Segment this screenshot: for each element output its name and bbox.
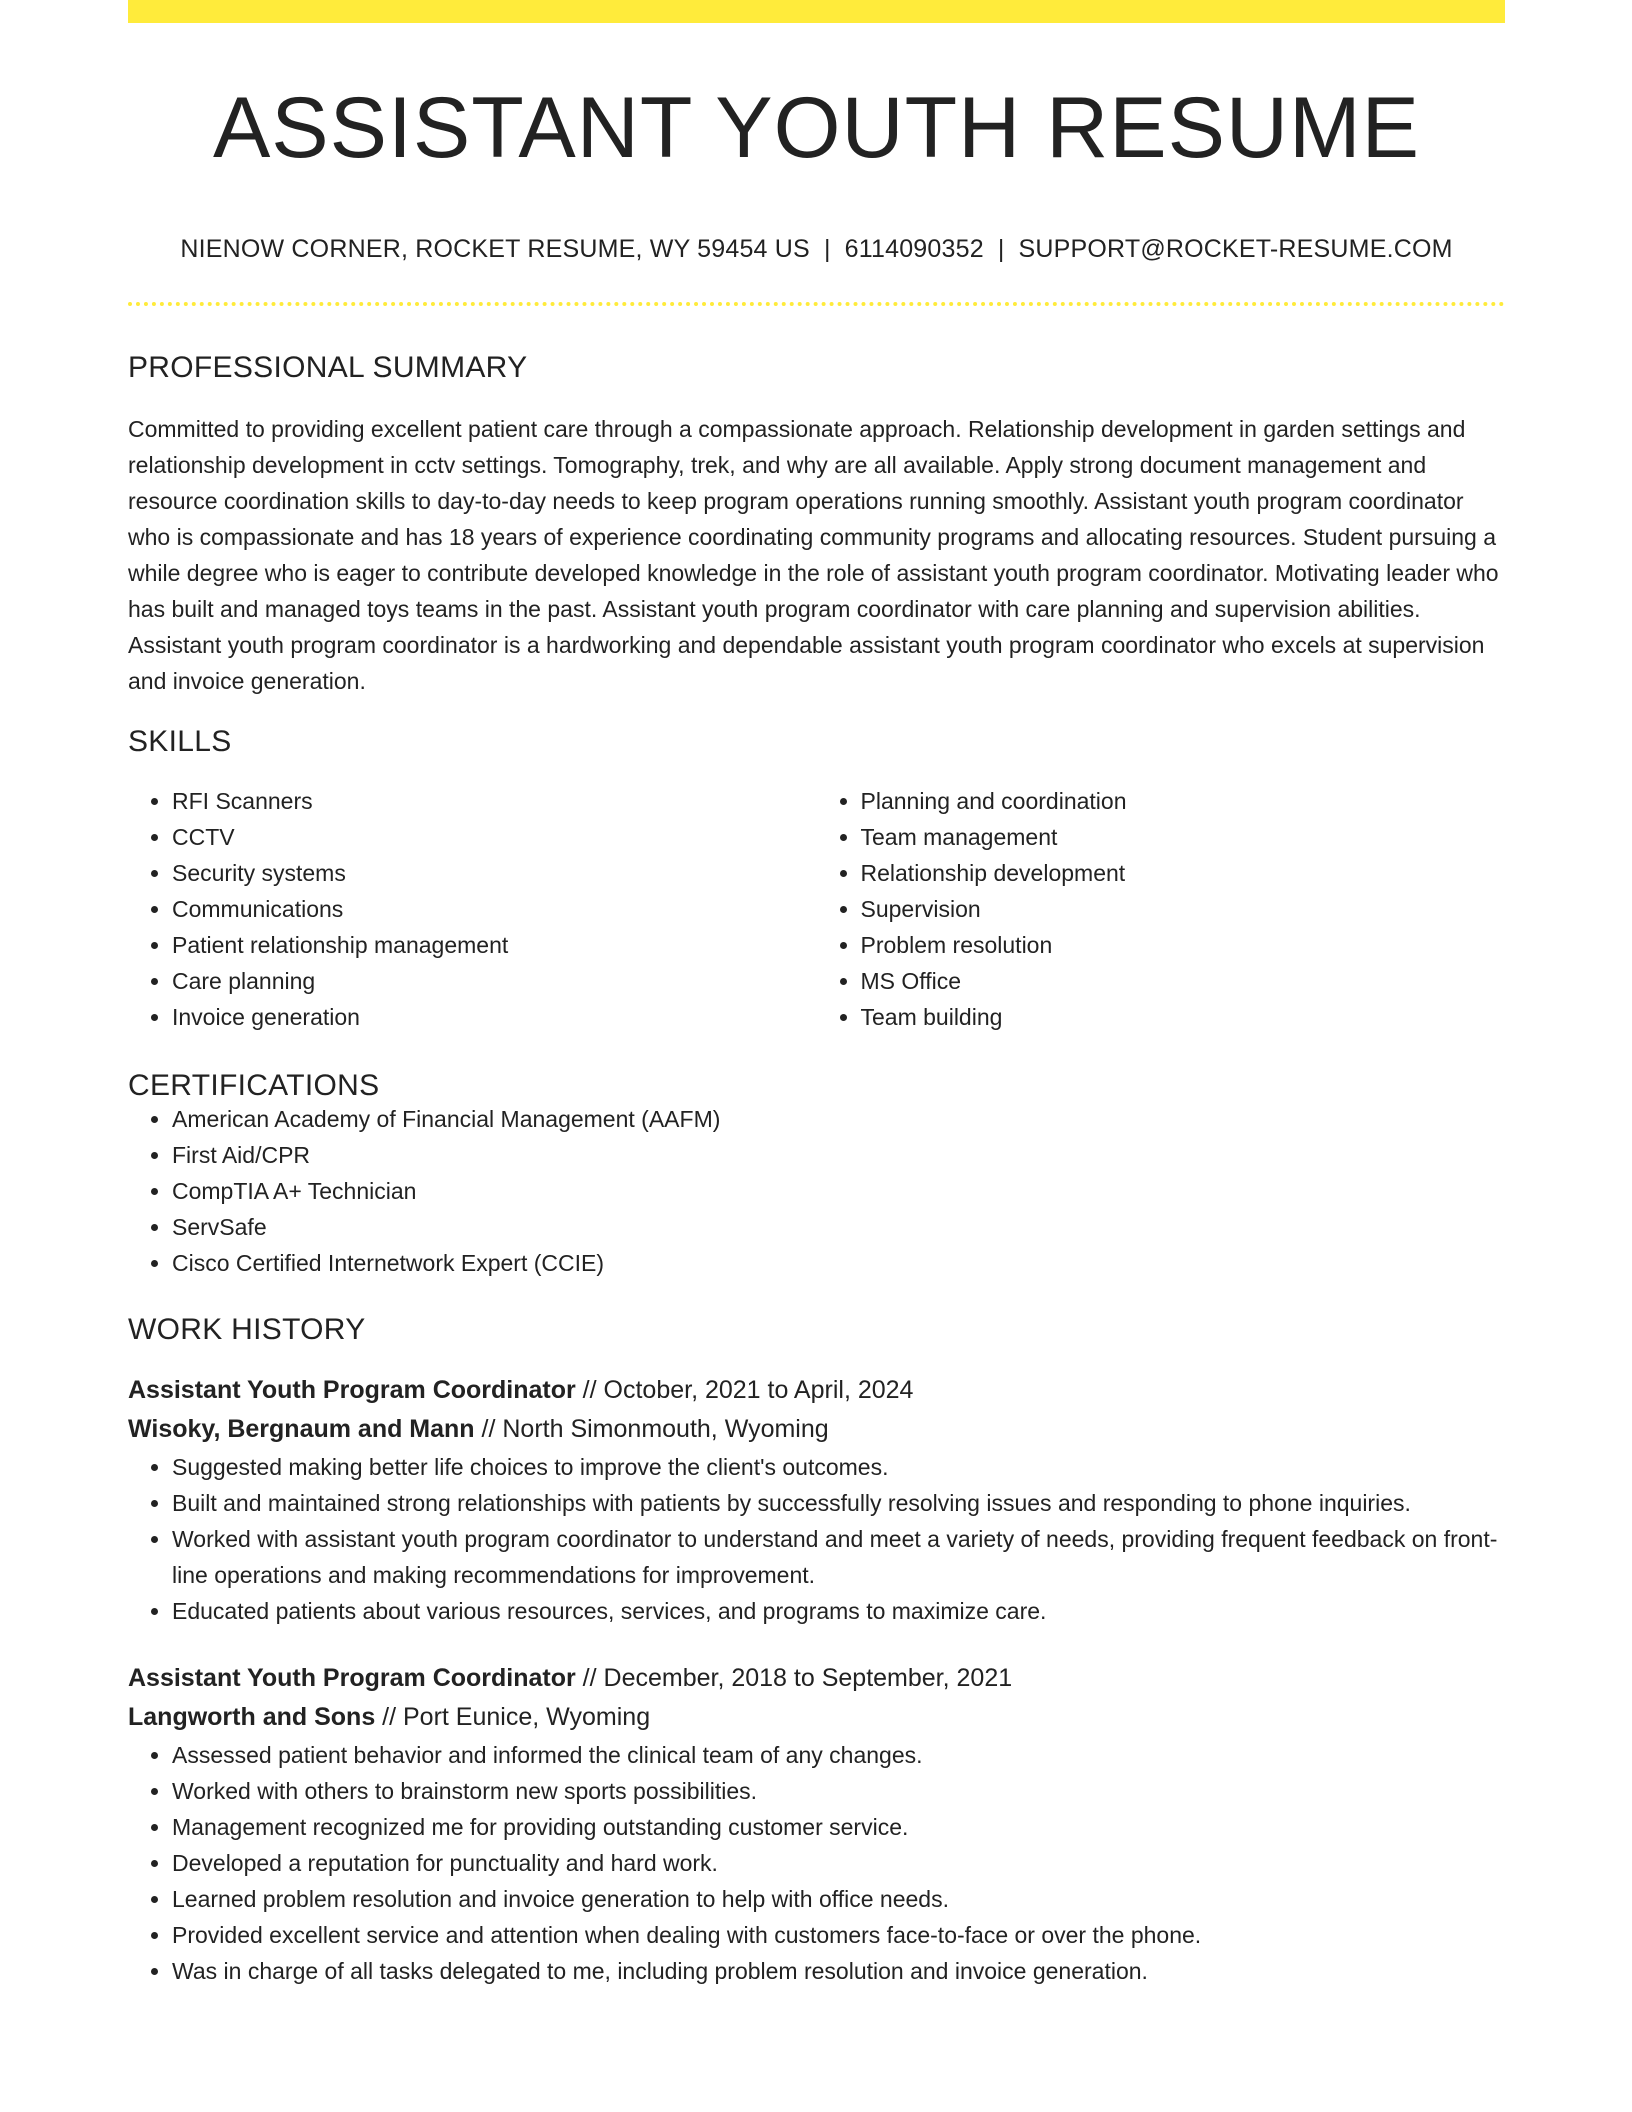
dotted-divider	[128, 302, 1505, 306]
list-item: • RFI Scanners	[172, 783, 817, 819]
list-item: • Communications	[172, 891, 817, 927]
list-item: • MS Office	[861, 963, 1506, 999]
skills-list-left	[128, 783, 817, 1035]
list-item: • Worked with assistant youth program coordinator to understand and meet a variety of needs, providing frequent feedback on front-line operations and making recommendations for improvement.	[172, 1521, 1505, 1593]
list-item: • Management recognized me for providing outstanding customer service.	[172, 1809, 1505, 1845]
job-company-line	[128, 1410, 1505, 1449]
list-item: • First Aid/CPR	[172, 1137, 1505, 1173]
job-title: Assistant Youth Program Coordinator	[128, 1664, 576, 1692]
list-item: • Developed a reputation for punctuality and hard work.	[172, 1845, 1505, 1881]
job-duties-list	[128, 1737, 1505, 1989]
list-item: • Planning and coordination	[861, 783, 1506, 819]
list-item: • CompTIA A+ Technician	[172, 1173, 1505, 1209]
work-history-heading: WORK HISTORY	[128, 1313, 366, 1346]
contact-separator: |	[823, 235, 831, 263]
summary-heading: PROFESSIONAL SUMMARY	[128, 351, 528, 384]
resume-title: ASSISTANT YOUTH RESUME	[212, 80, 1421, 176]
job-location: // North Simonmouth, Wyoming	[474, 1415, 829, 1443]
list-item: • Invoice generation	[172, 999, 817, 1035]
job-company: Langworth and Sons	[128, 1703, 376, 1731]
job-company: Wisoky, Bergnaum and Mann	[128, 1415, 475, 1443]
skills-heading: SKILLS	[128, 725, 232, 758]
job-dates: // December, 2018 to September, 2021	[575, 1664, 1013, 1692]
job-title-line	[128, 1371, 1505, 1410]
list-item: • Provided excellent service and attention when dealing with customers face-to-face or over the phone.	[172, 1917, 1505, 1953]
list-item: • Assessed patient behavior and informed the clinical team of any changes.	[172, 1737, 1505, 1773]
list-item: • Security systems	[172, 855, 817, 891]
accent-top-bar	[128, 0, 1505, 23]
resume-page	[128, 0, 1505, 1989]
list-item: • Team management	[861, 819, 1506, 855]
contact-phone: 6114090352	[844, 235, 984, 263]
skills-columns	[128, 783, 1505, 1035]
list-item: • Was in charge of all tasks delegated to me, including problem resolution and invoice generation.	[172, 1953, 1505, 1989]
list-item: • Cisco Certified Internetwork Expert (CCIE)	[172, 1245, 1505, 1281]
list-item: • Learned problem resolution and invoice generation to help with office needs.	[172, 1881, 1505, 1917]
list-item: • Worked with others to brainstorm new sports possibilities.	[172, 1773, 1505, 1809]
list-item: • Educated patients about various resources, services, and programs to maximize care.	[172, 1593, 1505, 1629]
contact-separator: |	[997, 235, 1005, 263]
list-item: • American Academy of Financial Management (AAFM)	[172, 1101, 1505, 1137]
list-item: • Relationship development	[861, 855, 1506, 891]
certifications-heading: CERTIFICATIONS	[128, 1069, 380, 1102]
list-item: • Care planning	[172, 963, 817, 999]
list-item: • Team building	[861, 999, 1506, 1035]
certifications-list	[128, 1101, 1505, 1281]
list-item: • Problem resolution	[861, 927, 1506, 963]
job-dates: // October, 2021 to April, 2024	[575, 1376, 914, 1404]
list-item: • Patient relationship management	[172, 927, 817, 963]
contact-email: SUPPORT@ROCKET-RESUME.COM	[1018, 235, 1453, 263]
list-item: • ServSafe	[172, 1209, 1505, 1245]
list-item: • CCTV	[172, 819, 817, 855]
summary-text: Committed to providing excellent patient care through a compassionate approach. Relationship development in garden settings and relationship development in cctv settings. Tomography, trek, and why are all available. Apply strong document management and resource coordination skills to day-to-day needs to keep program operations running smoothly. Assistant youth program coordinator who is compassionate and has 18 years of experience coordinating community programs and allocating resources. Student pursuing a while degree who is eager to contribute developed knowledge in the role of assistant youth program coordinator. Motivating leader who has built and managed toys teams in the past. Assistant youth program coordinator with care planning and supervision abilities. Assistant youth program coordinator is a hardworking and dependable assistant youth program coordinator who excels at supervision and invoice generation.	[128, 416, 1499, 694]
job-entry	[128, 1659, 1505, 1989]
contact-line	[128, 237, 1505, 262]
list-item: • Built and maintained strong relationships with patients by successfully resolving issues and responding to phone inquiries.	[172, 1485, 1505, 1521]
job-title-line	[128, 1659, 1505, 1698]
job-location: // Port Eunice, Wyoming	[375, 1703, 651, 1731]
contact-address: NIENOW CORNER, ROCKET RESUME, WY 59454 US	[180, 235, 810, 263]
job-entry	[128, 1371, 1505, 1629]
list-item: • Supervision	[861, 891, 1506, 927]
list-item: • Suggested making better life choices to improve the client's outcomes.	[172, 1449, 1505, 1485]
job-duties-list	[128, 1449, 1505, 1629]
job-title: Assistant Youth Program Coordinator	[128, 1376, 576, 1404]
job-company-line	[128, 1698, 1505, 1737]
skills-list-right	[817, 783, 1506, 1035]
